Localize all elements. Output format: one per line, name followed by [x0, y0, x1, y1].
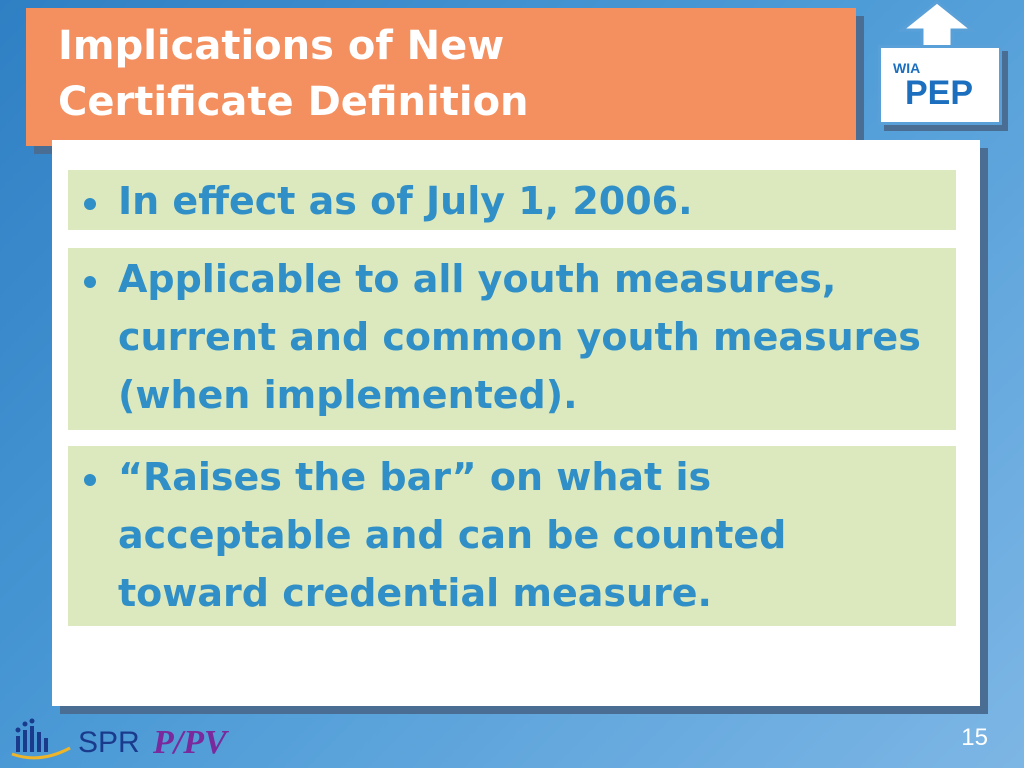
logo-wia-text: WIA — [893, 60, 921, 76]
content-panel — [52, 140, 980, 706]
footer-logos — [10, 718, 270, 764]
logo-pep-text: PEP — [905, 74, 974, 112]
page-number: 15 — [961, 724, 988, 751]
bullet-dot-icon — [84, 198, 96, 210]
bullet-dot-icon — [84, 276, 96, 288]
ppv-text: P/PV — [153, 724, 227, 761]
bullet-item-2 — [68, 248, 956, 430]
logo-box — [878, 45, 1002, 125]
slide-title-line1: Implications of New — [58, 23, 505, 69]
bullet-item-3 — [68, 446, 956, 626]
wia-pep-logo — [872, 0, 1012, 130]
spr-logo-icon — [10, 718, 74, 764]
bullet-text: “Raises the bar” on what is acceptable and can be counted toward credential measure. — [118, 455, 787, 615]
title-banner — [26, 8, 856, 146]
slide-title-line2: Certificate Definition — [58, 79, 529, 125]
bullet-text: In effect as of July 1, 2006. — [118, 179, 693, 223]
bullet-dot-icon — [84, 474, 96, 486]
spr-text: SPR — [78, 726, 140, 759]
bullet-item-1 — [68, 170, 956, 230]
bullet-text: Applicable to all youth measures, current and common youth measures (when implemented). — [118, 257, 921, 417]
slide-title — [58, 18, 529, 130]
